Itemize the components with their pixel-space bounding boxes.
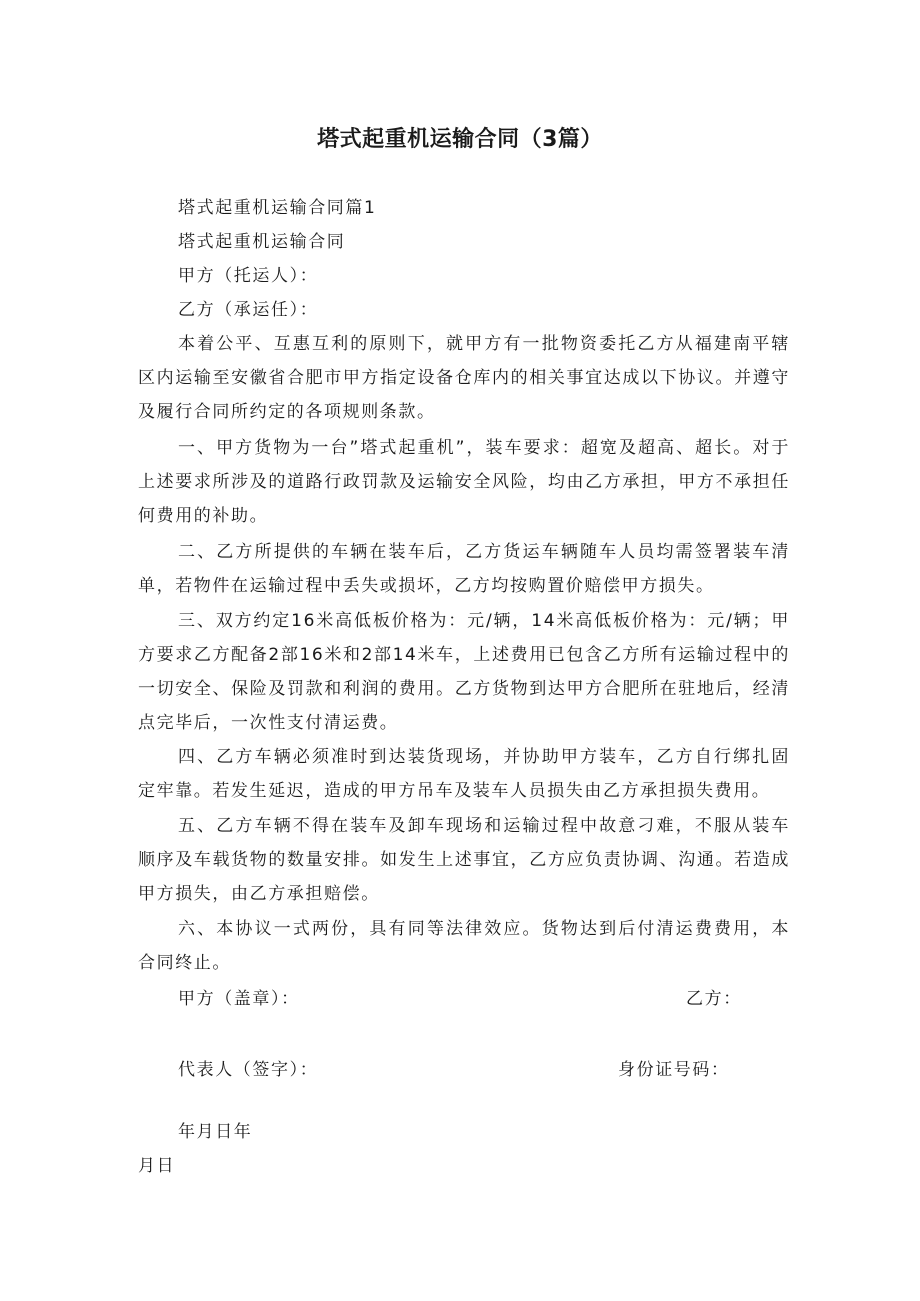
paragraph-clause-2: 二、乙方所提供的车辆在装车后，乙方货运车辆随车人员均需签署装车清单，若物件在运输过程中丢失或损坏，乙方均按购置价赔偿甲方损失。 bbox=[138, 542, 790, 596]
party-a-seal-label: 甲方（盖章）： bbox=[178, 989, 300, 1009]
paragraph-clause-6: 六、本协议一式两份，具有同等法律效应。货物达到后付清运费费用，本合同终止。 bbox=[138, 919, 790, 973]
paragraph-clause-3: 三、双方约定16米高低板价格为：元/辆，14米高低板价格为：元/辆；甲方要求乙方配备2部16米和2部14米车，上述费用已包含乙方所有运输过程中的一切安全、保险及罚款和利润的费用。乙方货物到达甲方合肥所在驻地后，经清点完毕后，一次性支付清运费。 bbox=[138, 611, 790, 733]
paragraph-clause-1: 一、甲方货物为一台”塔式起重机”，装车要求：超宽及超高、超长。对于上述要求所涉及的道路行政罚款及运输安全风险，均由乙方承担，甲方不承担任何费用的补助。 bbox=[138, 438, 790, 526]
section-heading: 塔式起重机运输合同篇1 bbox=[178, 198, 377, 218]
paragraph-clause-5: 五、乙方车辆不得在装车及卸车现场和运输过程中故意刁难，不服从装车顺序及车载货物的数量安排。如发生上述事宜，乙方应负责协调、沟通。若造成甲方损失，由乙方承担赔偿。 bbox=[138, 816, 790, 904]
date-line-1: 年月日年 bbox=[178, 1122, 253, 1142]
party-b-sign-label: 乙方： bbox=[686, 989, 742, 1009]
contract-name: 塔式起重机运输合同 bbox=[178, 232, 346, 252]
document-title: 塔式起重机运输合同（3篇） bbox=[317, 127, 603, 152]
party-b-line: 乙方（承运任）： bbox=[178, 300, 319, 320]
id-number-label: 身份证号码： bbox=[618, 1060, 730, 1080]
paragraph-intro: 本着公平、互惠互利的原则下，就甲方有一批物资委托乙方从福建南平辖区内运输至安徽省合肥市甲方指定设备仓库内的相关事宜达成以下协议。并遵守及履行合同所约定的各项规则条款。 bbox=[138, 334, 790, 422]
party-a-line: 甲方（托运人）： bbox=[178, 266, 319, 286]
paragraph-clause-4: 四、乙方车辆必须准时到达装货现场，并协助甲方装车，乙方自行绑扎固定牢靠。若发生延迟，造成的甲方吊车及装车人员损失由乙方承担损失费用。 bbox=[138, 747, 790, 801]
representative-label: 代表人（签字）： bbox=[178, 1060, 319, 1080]
date-line-2: 月日 bbox=[138, 1156, 176, 1176]
